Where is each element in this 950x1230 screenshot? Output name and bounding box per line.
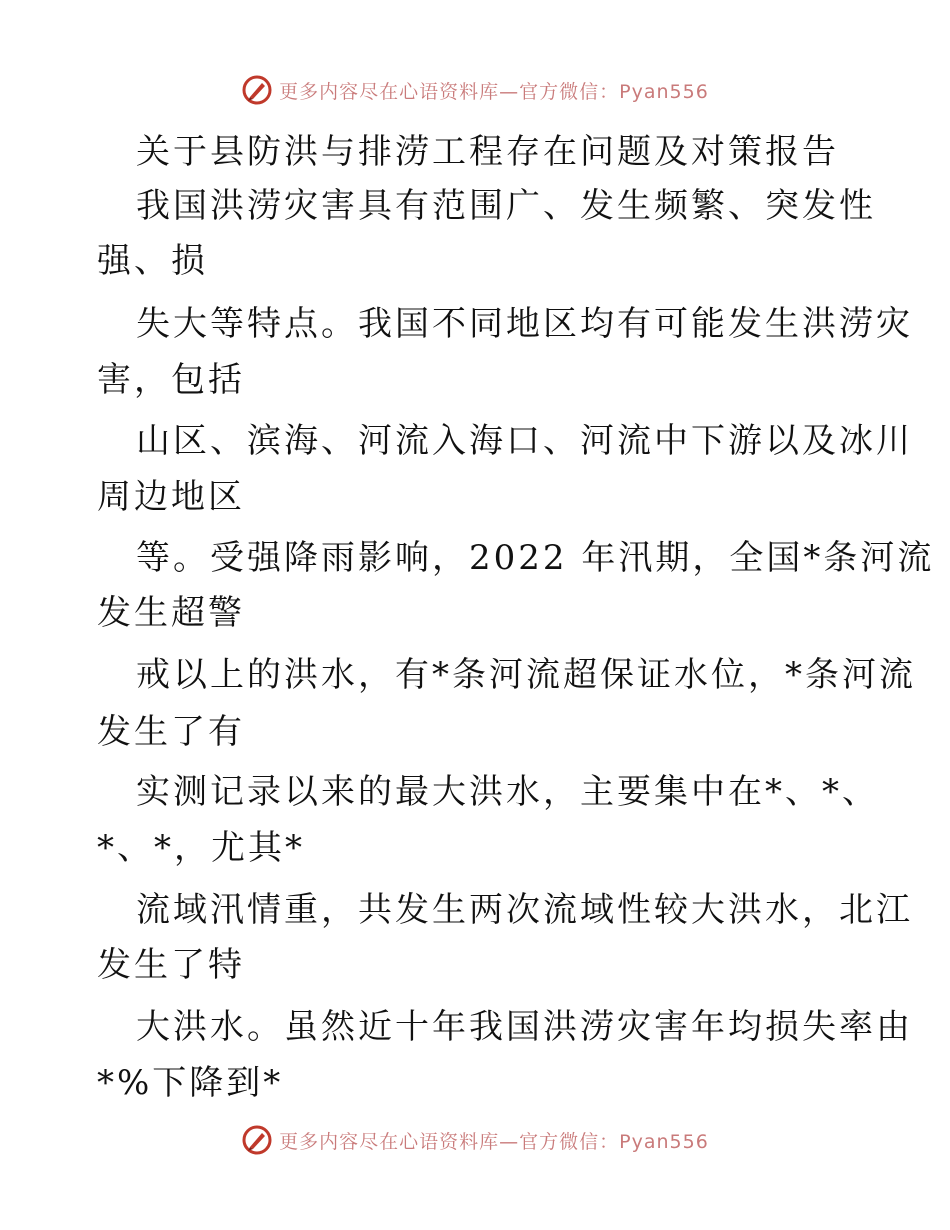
paragraph-line: 大洪水。虽然近十年我国洪涝灾害年均损失率由 [136,1007,913,1047]
footer-watermark-banner [0,1120,950,1160]
paragraph-line: *%下降到* [97,1063,284,1103]
paragraph-line: 流域汛情重，共发生两次流域性较大洪水，北江 [136,890,913,930]
paragraph-line: 周边地区 [97,477,245,517]
paragraph-line: 戒以上的洪水，有*条河流超保证水位，*条河流 [136,655,916,695]
paragraph-line: 发生超警 [97,593,245,633]
header-watermark-banner [0,70,950,110]
paragraph-line: 强、损 [97,241,208,281]
paragraph-line: 我国洪涝灾害具有范围广、发生频繁、突发性 [136,186,876,226]
footer-banner-text: 更多内容尽在心语资料库—官方微信：Pyan556 [279,1130,709,1153]
header-banner-text: 更多内容尽在心语资料库—官方微信：Pyan556 [279,80,709,103]
paragraph-line: 实测记录以来的最大洪水，主要集中在*、*、 [136,772,879,812]
paragraph-line: 失大等特点。我国不同地区均有可能发生洪涝灾 [136,304,913,344]
pen-logo-icon [241,74,273,106]
paragraph-line: *、*，尤其* [97,828,305,868]
document-title: 关于县防洪与排涝工程存在问题及对策报告 [136,132,839,172]
paragraph-line: 发生了有 [97,712,245,752]
paragraph-line: 害，包括 [97,360,245,400]
paragraph-line: 等。受强降雨影响，2022 年汛期，全国*条河流 [136,538,935,578]
pen-logo-icon [241,1124,273,1156]
paragraph-line: 山区、滨海、河流入海口、河流中下游以及冰川 [136,421,913,461]
paragraph-line: 发生了特 [97,945,245,985]
